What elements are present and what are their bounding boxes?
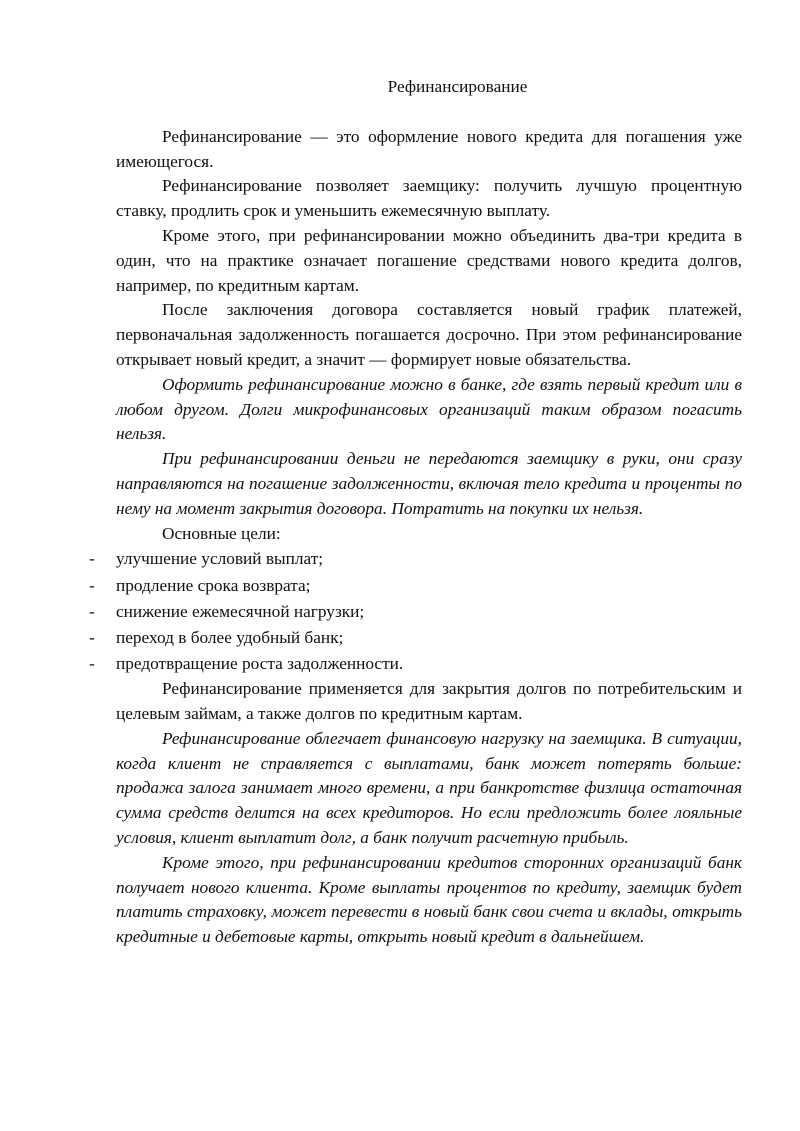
list-item (89, 546, 742, 572)
bullet-marker: - (89, 549, 95, 569)
paragraph-bank-interest: Рефинансирование облегчает финансовую нагрузку на заемщика. В ситуации, когда клиент не справляется с выплатами, банк может потерять больше: продажа залога занимает много времени, а при банкротстве физлица остаточная сумма средств делится на всех кредиторов. Но если предложить более лояльные условия, клиент выплатит долг, а банк получит расчетную прибыль. (116, 728, 742, 848)
paragraph-where-to-refinance: Оформить рефинансирование можно в банке, где взять первый кредит или в любом другом. Долги микрофинансовых организаций таким образом погасить нельзя. (116, 374, 742, 444)
goal-text: переход в более удобный банк; (116, 627, 344, 647)
goal-text: предотвращение роста задолженности. (116, 654, 404, 674)
list-item (89, 625, 742, 651)
goal-text: продление срока возврата; (116, 575, 311, 595)
paragraph-benefits: Рефинансирование позволяет заемщику: получить лучшую процентную ставку, продлить срок и уменьшить ежемесячную выплату. (116, 176, 742, 221)
goal-text: улучшение условий выплат; (116, 549, 324, 569)
document-body (89, 75, 742, 950)
bullet-marker: - (89, 627, 95, 647)
bullet-marker: - (89, 654, 95, 674)
paragraph-application: Рефинансирование применяется для закрытия долгов по потребительским и целевым займам, а также долгов по кредитным картам. (116, 679, 742, 724)
list-item (89, 573, 742, 599)
list-item (89, 651, 742, 677)
paragraph-definition: Рефинансирование — это оформление нового кредита для погашения уже имеющегося. (116, 126, 742, 171)
paragraph-new-schedule: После заключения договора составляется новый график платежей, первоначальная задолженность погашается досрочно. При этом рефинансирование открывает новый кредит, а значит — формирует новые обязательства. (116, 300, 742, 369)
bullet-marker: - (89, 575, 95, 595)
document-title: Рефинансирование (387, 77, 528, 96)
bullet-marker: - (89, 601, 95, 621)
paragraph-new-client: Кроме этого, при рефинансировании кредитов сторонних организаций банк получает нового клиента. Кроме выплаты процентов по кредиту, заемщик будет платить страховку, может перевести в новый банк свои счета и вклады, открыть кредитные и дебетовые карты, открыть новый кредит в дальнейшем. (116, 852, 742, 947)
goals-list (89, 546, 742, 677)
goal-text: снижение ежемесячной нагрузки; (116, 601, 365, 621)
list-item (89, 599, 742, 625)
paragraph-money-flow: При рефинансировании деньги не передаются заемщику в руки, они сразу направляются на погашение задолженности, включая тело кредита и проценты по нему на момент закрытия договора. Потратить на покупки их нельзя. (116, 449, 742, 518)
paragraph-merge-loans: Кроме этого, при рефинансировании можно объединить два-три кредита в один, что на практике означает погашение средствами нового кредита долгов, например, по кредитным картам. (116, 225, 742, 295)
goals-heading: Основные цели: (162, 523, 281, 543)
